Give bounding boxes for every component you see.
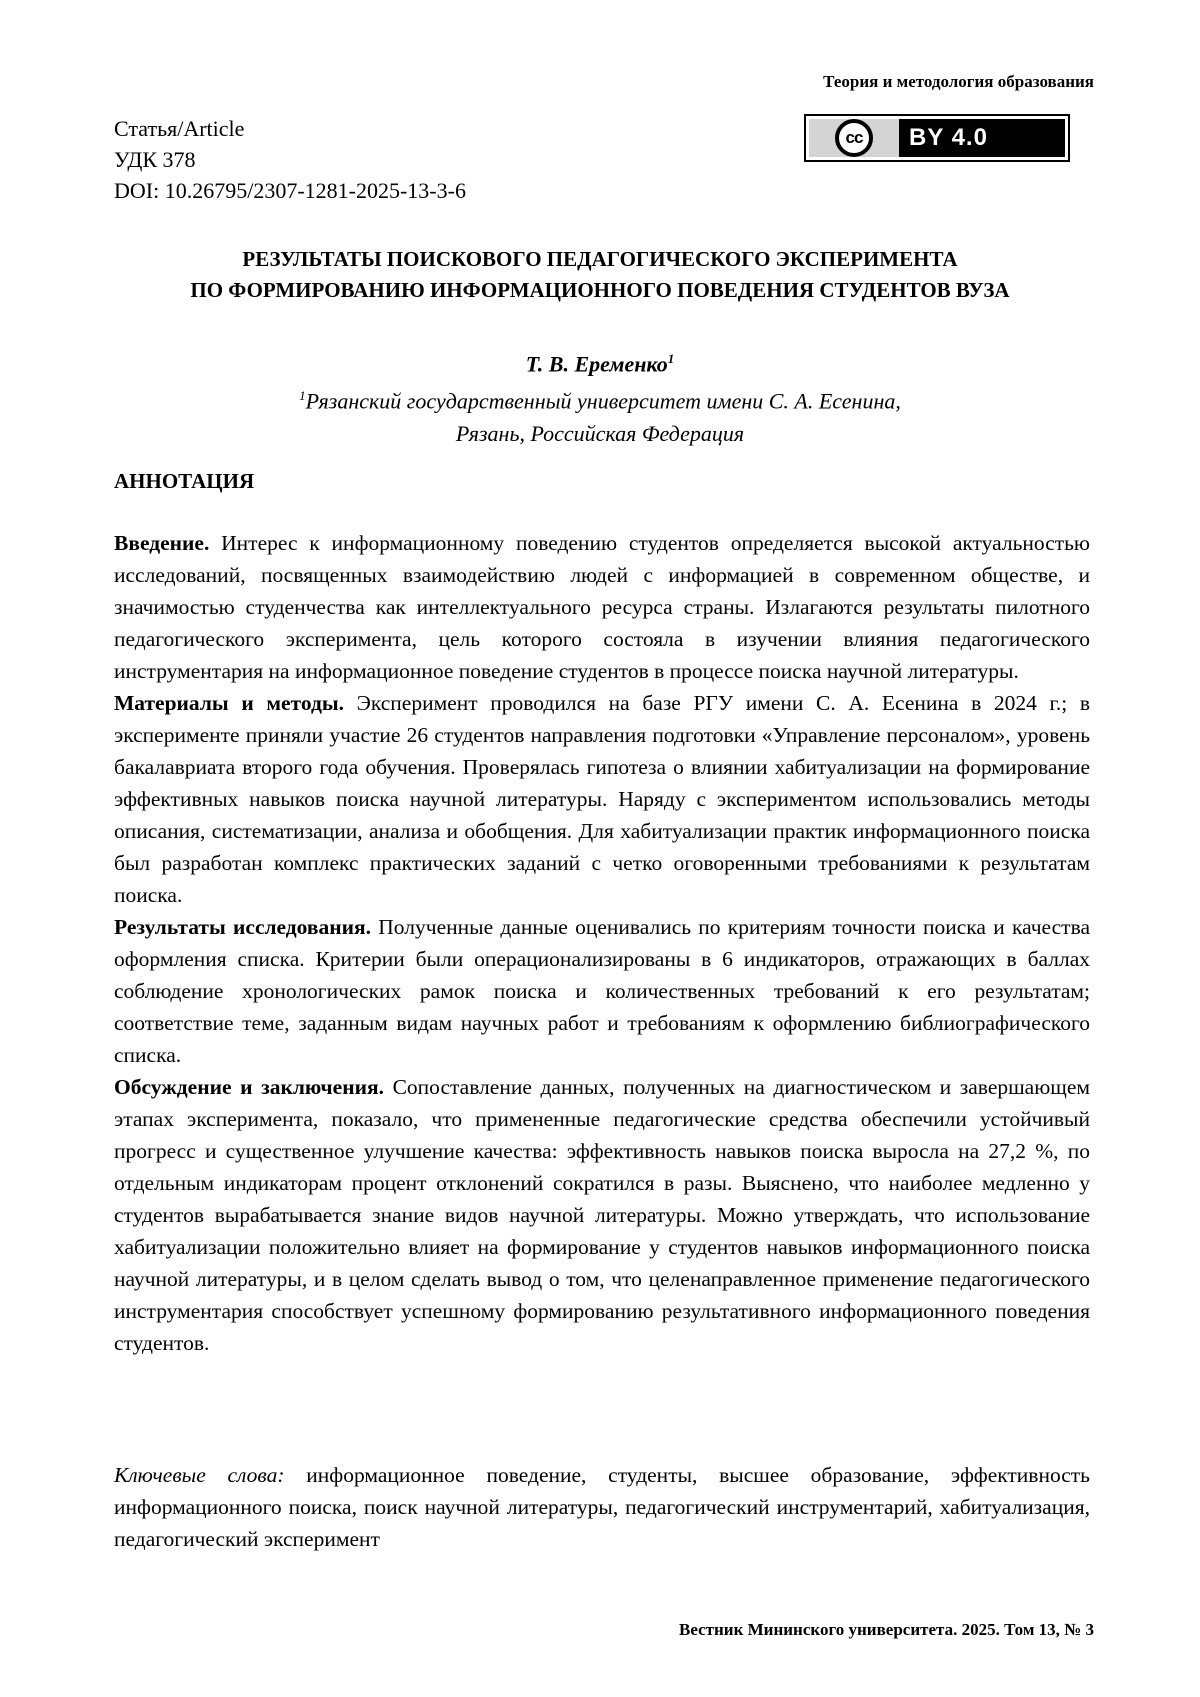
author-line bbox=[0, 343, 1200, 380]
title-line-2: ПО ФОРМИРОВАНИЮ ИНФОРМАЦИОННОГО ПОВЕДЕНИЯ СТУДЕНТОВ ВУЗА bbox=[0, 275, 1200, 306]
journal-page bbox=[0, 0, 1200, 1697]
article-type: Статья/Article bbox=[114, 113, 466, 144]
running-head: Теория и методология образования bbox=[823, 72, 1094, 92]
author-block bbox=[0, 343, 1200, 450]
intro-label: Введение. bbox=[114, 531, 209, 555]
intro-text: Интерес к информационному поведению студентов определяется высокой актуальностью исследований, посвященных взаимодействию людей с информацией в современном обществе, и значимостью студенчества как интеллектуального ресурса страны. Излагаются результаты пилотного педагогического эксперимента, цель которого состояла в изучении влияния педагогического инструментария на информационное поведение студентов в процессе поиска научной литературы. bbox=[114, 531, 1090, 683]
affiliation-text-1: Рязанский государственный университет имени С. А. Есенина, bbox=[306, 389, 901, 414]
journal-footer: Вестник Мининского университета. 2025. Том 13, № 3 bbox=[679, 1620, 1094, 1640]
results-label: Результаты исследования. bbox=[114, 915, 371, 939]
author-marker: 1 bbox=[668, 351, 675, 366]
title-line-1: РЕЗУЛЬТАТЫ ПОИСКОВОГО ПЕДАГОГИЧЕСКОГО ЭКСПЕРИМЕНТА bbox=[0, 244, 1200, 275]
doi: DOI: 10.26795/2307-1281-2025-13-3-6 bbox=[114, 175, 466, 206]
abstract-heading: АННОТАЦИЯ bbox=[114, 469, 254, 494]
license-text: BY 4.0 bbox=[899, 124, 988, 152]
abstract-body bbox=[114, 527, 1090, 1359]
udc-code: УДК 378 bbox=[114, 144, 466, 175]
results-text: Полученные данные оценивались по критериям точности поиска и качества оформления списка. Критерии были операционализированы в 6 индикаторов, отражающих в баллах соблюдение хронологических рамок поиска и количественных требований к его результатам; соответствие теме, заданным видам научных работ и требованиям к оформлению библиографического списка. bbox=[114, 915, 1090, 1067]
affiliation-line-1 bbox=[0, 380, 1200, 417]
creative-commons-icon: cc bbox=[835, 119, 873, 157]
discussion-label: Обсуждение и заключения. bbox=[114, 1075, 384, 1099]
abstract-intro bbox=[114, 527, 1090, 687]
keywords-text: информационное поведение, студенты, высшее образование, эффективность информационного поиска, поиск научной литературы, педагогический инструментарий, хабитуализация, педагогический эксперимент bbox=[114, 1463, 1090, 1551]
abstract-methods bbox=[114, 687, 1090, 911]
abstract-results bbox=[114, 911, 1090, 1071]
methods-label: Материалы и методы. bbox=[114, 691, 344, 715]
abstract-discussion bbox=[114, 1071, 1090, 1359]
article-title bbox=[0, 244, 1200, 306]
cc-license-badge bbox=[804, 114, 1070, 162]
article-meta bbox=[114, 113, 466, 206]
keywords-label: Ключевые слова: bbox=[114, 1463, 285, 1487]
affiliation-marker: 1 bbox=[299, 388, 306, 403]
affiliation-line-2: Рязань, Российская Федерация bbox=[0, 418, 1200, 450]
author-name: Т. В. Еременко bbox=[526, 351, 668, 376]
keywords-block bbox=[114, 1459, 1090, 1555]
methods-text: Эксперимент проводился на базе РГУ имени С. А. Есенина в 2024 г.; в эксперименте приняли участие 26 студентов направления подготовки «Управление персоналом», уровень бакалавриата второго года обучения. Проверялась гипотеза о влиянии хабитуализации на формирование эффективных навыков поиска научной литературы. Наряду с экспериментом использовались методы описания, систематизации, анализа и обобщения. Для хабитуализации практик информационного поиска был разработан комплекс практических заданий с четко оговоренными требованиями к результатам поиска. bbox=[114, 691, 1090, 907]
discussion-text: Сопоставление данных, полученных на диагностическом и завершающем этапах эксперимента, показало, что примененные педагогические средства обеспечили устойчивый прогресс и существенное улучшение качества: эффективность навыков поиска выросла на 27,2 %, по отдельным индикаторам процент отклонений сократился в разы. Выяснено, что наиболее медленно у студентов вырабатывается знание видов научной литературы. Можно утверждать, что использование хабитуализации положительно влияет на формирование у студентов навыков информационного поиска научной литературы, и в целом сделать вывод о том, что целенаправленное применение педагогического инструментария способствует успешному формированию результативного информационного поведения студентов. bbox=[114, 1075, 1090, 1355]
